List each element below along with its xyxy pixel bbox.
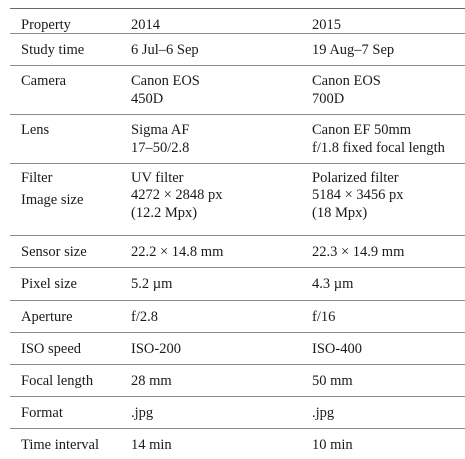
cell-2015-line1: Polarized filter [312,170,399,186]
table-row-time-interval [10,428,465,459]
cell-2014: ISO-200 [131,341,181,357]
cell-2015-line2: 5184 × 3456 px [312,187,404,203]
cell-2015: 19 Aug–7 Sep [312,42,395,58]
cell-property: ISO speed [21,341,82,357]
cell-2014: 5.2 µm [131,276,173,292]
cell-2014-line1: Canon EOS [131,73,200,89]
table-row-study-time [10,33,465,65]
cell-2014: 28 mm [131,373,172,389]
cell-property: Aperture [21,309,73,325]
header-property: Property [21,17,71,33]
cell-2015-line2: 700D [312,91,345,107]
cell-2015: 10 min [312,437,353,453]
table-row-iso-speed [10,332,465,364]
table-row-sensor-size [10,235,465,267]
cell-2014-line3: (12.2 Mpx) [131,205,198,221]
cell-2014-line1: Sigma AF [131,122,190,138]
cell-2014: 14 min [131,437,172,453]
cell-2014: 6 Jul–6 Sep [131,42,199,58]
cell-property-image-size: Image size [21,192,84,208]
cell-2015: f/16 [312,309,336,325]
table-row-filter-image-size [10,163,465,235]
cell-2015-line2: f/1.8 fixed focal length [312,140,445,156]
cell-2015: 50 mm [312,373,353,389]
cell-2015-line1: Canon EF 50mm [312,122,412,138]
header-2015: 2015 [312,17,341,33]
cell-property: Format [21,405,63,421]
cell-property: Lens [21,122,50,138]
table-row-lens [10,114,465,163]
cell-2014: f/2.8 [131,309,158,325]
cell-2014-line2: 17–50/2.8 [131,140,190,156]
cell-2014: 22.2 × 14.8 mm [131,244,224,260]
table-header-row [10,8,465,33]
cell-2015: 4.3 µm [312,276,354,292]
table-row-pixel-size [10,267,465,300]
cell-2015: ISO-400 [312,341,362,357]
cell-2015-line3: (18 Mpx) [312,205,368,221]
table-row-format [10,396,465,428]
cell-property-filter: Filter [21,170,53,186]
cell-2014-line1: UV filter [131,170,184,186]
table-row-camera [10,65,465,114]
cell-property: Pixel size [21,276,77,292]
cell-property: Time interval [21,437,100,453]
cell-2014: .jpg [131,405,154,421]
cell-2015-line1: Canon EOS [312,73,381,89]
cell-property: Study time [21,42,85,58]
header-2014: 2014 [131,17,160,33]
camera-settings-table [10,8,465,459]
cell-2015: .jpg [312,405,335,421]
cell-2014-line2: 450D [131,91,164,107]
cell-2014-line2: 4272 × 2848 px [131,187,223,203]
table-row-focal-length [10,364,465,396]
cell-property: Sensor size [21,244,87,260]
cell-property: Camera [21,73,67,89]
cell-2015: 22.3 × 14.9 mm [312,244,405,260]
cell-property: Focal length [21,373,94,389]
table-row-aperture [10,300,465,332]
